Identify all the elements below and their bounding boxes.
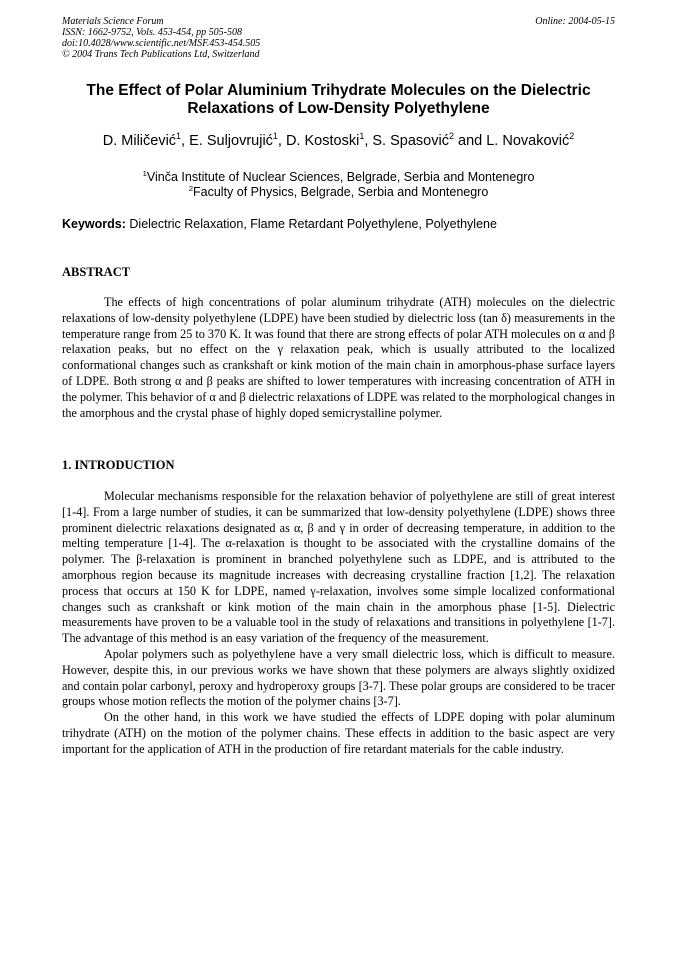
abstract-heading: ABSTRACT [62,265,131,279]
abstract-paragraph: The effects of high concentrations of polar aluminum trihydrate (ATH) molecules on the dielectric relaxations of low-density polyethylene (LDPE) have been studied by dielectric loss (tan δ) measurements in the temperature range from 25 to 370 K. It was found that there are strong effects of polar ATH molecules on α and β relaxation peaks, but no effect on the γ relaxation peak, which is usually attributed to the localized conformational changes such as crankshaft or kink motion of the main chain in amorphous-phase surface layers of LDPE. Both strong α and β peaks are shifted to lower temperatures with increasing concentration of ATH in the polymer. This behavior of α and β dielectric relaxations of LDPE was related to the morphological changes in the amorphous and the crystal phase of highly doped semicrystalline polymer. [62,295,615,420]
paper-title [62,82,615,118]
author-name: S. Spasović [372,133,449,149]
affiliation-number: 1 [142,168,147,178]
online-date: Online: 2004-05-15 [535,16,615,27]
keywords-label: Keywords: [62,217,126,231]
author-name: L. Novaković [486,133,570,149]
abstract-body [62,295,615,421]
affiliation-text: Vinča Institute of Nuclear Sciences, Belgrade, Serbia and Montenegro [146,170,535,184]
intro-paragraph: Apolar polymers such as polyethylene have a very small dielectric loss, which is difficult to measure. However, despite this, in our previous works we have shown that these polymers are always slightly oxidized and contain polar carbonyl, peroxy and hydroperoxy groups [3-7]. These polar groups are considered to be tracer groups whose motion reflects the motion of the polymer chains [3-7]. [62,646,615,709]
title-line-2: Relaxations of Low-Density Polyethylene [187,100,490,117]
author-name: D. Miličević [102,133,177,149]
authors-conjunction: and [458,133,483,149]
author-name: E. Suljovrujić [189,133,273,149]
title-line-1: The Effect of Polar Aluminium Trihydrate Molecules on the Dielectric [86,82,591,99]
journal-header [62,16,615,60]
affiliations [62,170,615,200]
journal-name: Materials Science Forum [62,16,164,27]
copyright-line: © 2004 Trans Tech Publications Ltd, Switzerland [62,49,260,60]
author-affiliation-mark: 2 [569,131,575,142]
author-affiliation-mark: 2 [448,131,454,142]
author-list: D. Miličević$^1$, E. Suljovrujić$^1$, D. Kostoski$^1$, S. Spasović$^2$ and L. Novaković$^2$ [102,131,575,149]
affiliation-text: Faculty of Physics, Belgrade, Serbia and Montenegro [193,185,489,199]
doi-line: doi:10.4028/www.scientific.net/MSF.453-454.505 [62,38,261,49]
keywords-line [62,217,615,232]
introduction-body [62,489,615,758]
intro-paragraph: On the other hand, in this work we have studied the effects of LDPE doping with polar aluminum trihydrate (ATH) on the motion of the polymer chains. These effects in addition to the basic aspect are very important for the application of ATH in the production of fire retardant materials for the cable industry. [62,710,615,756]
intro-paragraph: Molecular mechanisms responsible for the relaxation behavior of polyethylene are still of great interest [1-4]. From a large number of studies, it can be summarized that low-density polyethylene (LDPE) shows three prominent dielectric relaxations designated as α, β and γ in order of decreasing temperature, in addition to the melting temperature [1-4]. The α-relaxation is thought to be associated with the crystalline domains of the polymer. The β-relaxation is prominent in branched polyethylene such as LDPE, and is attributed to the amorphous region because its magnitude increases with decreasing crystalline fraction [1,2]. The relaxation process that occurs at 150 K for LDPE, named γ-relaxation, involves some simple localized conformational changes such as crankshaft or kink motion of the main chain in the amorphous phase [1-5]. Dielectric measurements have proven to be a valuable tool in the study of relaxations and transitions in polyethylene [1-7]. The advantage of this method is an easy variation of the frequency of the measurement. [62,489,615,646]
author-affiliation-mark: 1 [176,131,182,142]
author-affiliation-mark: 1 [272,131,278,142]
affiliation-number: 2 [188,183,193,193]
introduction-heading: 1. INTRODUCTION [62,458,175,472]
affiliation-line [62,170,615,185]
issn-line: ISSN: 1662-9752, Vols. 453-454, pp 505-508 [62,27,242,38]
author-affiliation-mark: 1 [359,131,365,142]
author-name: D. Kostoski [285,133,360,149]
affiliation-line [62,185,615,200]
keywords-text: Dielectric Relaxation, Flame Retardant Polyethylene, Polyethylene [129,217,497,231]
